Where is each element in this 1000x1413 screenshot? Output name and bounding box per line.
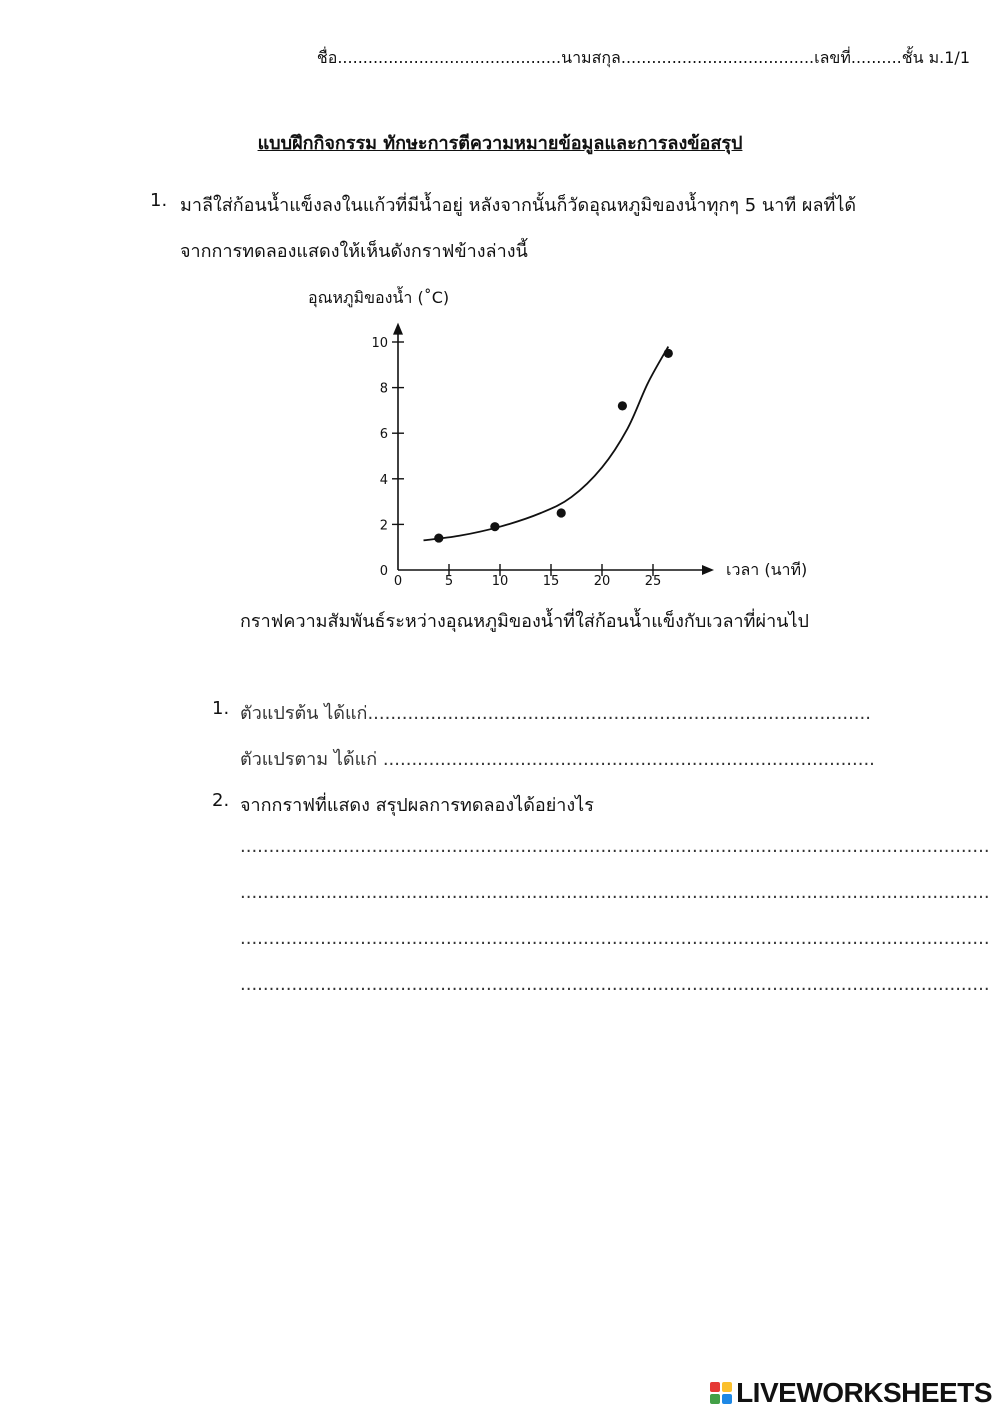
dependent-variable-field[interactable]: ตัวแปรตาม ได้แก่ ...................................................................................... [240,749,875,770]
logo-square-e [722,1394,732,1404]
conclusion-answer-line-2[interactable]: ................................................................................................................................... [240,882,990,903]
logo-square-i [722,1382,732,1392]
conclusion-question: จากกราฟที่แสดง สรุปผลการทดลองได้อย่างไร [240,795,594,816]
answer-item-1-number: 1. [212,698,230,719]
y-tick-label: 6 [379,427,388,443]
conclusion-answer-line-1[interactable]: ................................................................................................................................... [240,836,990,857]
temperature-chart [290,275,830,595]
logo-squares-icon [710,1382,732,1404]
data-point [664,349,673,358]
question-text-line1: มาลีใส่ก้อนน้ำแข็งลงในแก้วที่มีน้ำอยู่ หลังจากนั้นก็วัดอุณหภูมิของน้ำทุกๆ 5 นาที ผลที่ได้ [180,195,857,216]
y-tick-label: 2 [379,518,388,534]
x-tick-label: 15 [542,574,560,589]
y-axis-arrow-icon [393,323,403,335]
data-point [618,401,627,410]
x-tick-label: 10 [491,574,509,589]
logo-text: LIVEWORKSHEETS [736,1377,992,1408]
data-point [434,533,443,542]
x-tick-label: 0 [393,574,403,589]
y-tick-label: 4 [379,472,388,488]
logo-square-l [710,1382,720,1392]
independent-variable-field[interactable]: ตัวแปรต้น ได้แก่........................................................................................ [240,703,871,724]
liveworksheets-logo [710,1378,992,1408]
logo-square-v [710,1394,720,1404]
y-axis-label: อุณหภูมิของน้ำ (˚C) [308,288,450,307]
answer-item-2-number: 2. [212,790,230,811]
y-tick-label: 0 [379,564,388,579]
x-axis-arrow-icon [702,565,714,575]
conclusion-answer-line-4[interactable]: ................................................................................................................................... [240,974,990,995]
x-axis-label: เวลา (นาที) [726,560,808,579]
x-tick-label: 5 [444,574,454,589]
y-tick-label: 8 [379,381,388,397]
data-point [557,508,566,517]
trend-curve [424,347,669,541]
x-tick-label: 25 [644,574,662,589]
worksheet-title: แบบฝึกกิจกรรม ทักษะการตีความหมายข้อมูลและการลงข้อสรุป [257,133,743,154]
chart-svg [290,275,830,595]
x-tick-label: 20 [593,574,611,589]
question-text-line2: จากการทดลองแสดงให้เห็นดังกราฟข้างล่างนี้ [180,241,528,262]
chart-caption: กราฟความสัมพันธ์ระหว่างอุณหภูมิของน้ำที่ใส่ก้อนน้ำแข็งกับเวลาที่ผ่านไป [240,611,809,632]
conclusion-answer-line-3[interactable]: ................................................................................................................................... [240,928,990,949]
data-point [490,522,499,531]
question-number: 1. [150,190,168,211]
y-tick-label: 10 [371,336,388,351]
student-info-line: ชื่อ............................................นามสกุล......................................เลขที่..........ชั้น ม.1/1 [316,48,970,67]
